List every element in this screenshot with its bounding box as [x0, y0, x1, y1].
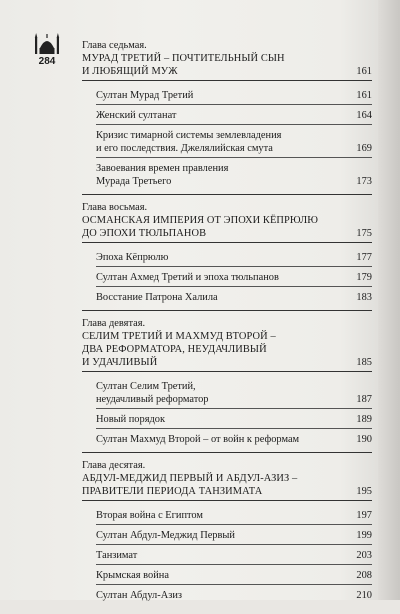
toc-entry-page-number: 183	[356, 292, 372, 303]
toc-entry-title	[96, 589, 350, 602]
toc-entry[interactable]	[96, 585, 372, 604]
toc-entry-line: Крымская война	[96, 570, 169, 581]
toc-entry-line: и его последствия. Джелялийская смута	[96, 143, 273, 154]
toc-entry-page-number: 210	[356, 590, 372, 601]
toc-entry-page-number: 179	[356, 272, 372, 283]
toc-entry-line: Кризис тимарной системы землевладения	[96, 130, 282, 141]
mosque-icon	[32, 32, 62, 54]
chapter-title-line: СЕЛИМ ТРЕТИЙ И МАХМУД ВТОРОЙ –	[82, 331, 276, 342]
toc-entry-title	[96, 251, 350, 264]
toc-entry[interactable]	[96, 429, 372, 448]
toc-entry-line: Завоевания времен правления	[96, 163, 229, 174]
toc-entry-page-number: 164	[356, 110, 372, 121]
section-list	[82, 376, 372, 448]
chapter-label: Глава восьмая.	[82, 202, 148, 213]
toc-entry-line: Султан Селим Третий,	[96, 381, 196, 392]
toc-entry-line: Султан Абдул-Азиз	[96, 590, 182, 601]
chapter-title-line: И УДАЧЛИВЫЙ	[82, 357, 158, 368]
toc-entry-page-number: 161	[356, 90, 372, 101]
chapter-title-row[interactable]	[82, 52, 372, 81]
chapter-title	[82, 330, 350, 369]
chapter-title-line: ОСМАНСКАЯ ИМПЕРИЯ ОТ ЭПОХИ КЁПРЮЛЮ	[82, 215, 319, 226]
chapter-title-line: ДВА РЕФОРМАТОРА, НЕУДАЧЛИВЫЙ	[82, 344, 267, 355]
toc-entry-title	[96, 291, 350, 304]
toc-entry-page-number: 208	[356, 570, 372, 581]
toc-entry-title	[96, 162, 350, 188]
chapter-section	[82, 201, 372, 311]
toc-entry-line: Султан Ахмед Третий и эпоха тюльпанов	[96, 272, 279, 283]
toc-entry-line: Танзимат	[96, 550, 138, 561]
chapter-section	[82, 459, 372, 608]
toc-entry-page-number: 203	[356, 550, 372, 561]
chapter-title-row[interactable]	[82, 472, 372, 501]
chapter-label: Глава десятая.	[82, 460, 146, 471]
toc-entry[interactable]	[96, 505, 372, 525]
toc-entry-title	[96, 109, 350, 122]
chapter-section	[82, 39, 372, 195]
toc-entry-page-number: 187	[356, 394, 372, 405]
chapter-title	[82, 214, 350, 240]
chapter-page-number: 175	[356, 228, 372, 239]
toc-entry-title	[96, 413, 350, 426]
toc-entry-line: Вторая война с Египтом	[96, 510, 203, 521]
toc-entry-line: Султан Махмуд Второй – от войн к реформам	[96, 434, 300, 445]
chapter-title-row[interactable]	[82, 214, 372, 243]
toc-entry-line: Женский султанат	[96, 110, 177, 121]
toc-entry[interactable]	[96, 409, 372, 429]
toc-entry-title	[96, 433, 350, 446]
chapter-title-line: АБДУЛ-МЕДЖИД ПЕРВЫЙ И АБДУЛ-АЗИЗ –	[82, 473, 298, 484]
toc-entry[interactable]	[96, 287, 372, 306]
toc-entry[interactable]	[96, 85, 372, 105]
toc-entry[interactable]	[96, 376, 372, 409]
toc-entry[interactable]	[96, 267, 372, 287]
toc-entry[interactable]	[96, 565, 372, 585]
toc-entry-page-number: 189	[356, 414, 372, 425]
toc-entry-line: Султан Абдул-Меджид Первый	[96, 530, 235, 541]
toc-entry-title	[96, 509, 350, 522]
toc-entry-page-number: 190	[356, 434, 372, 445]
toc-entry-title	[96, 549, 350, 562]
chapter-title-line: И ЛЮБЯЩИЙ МУЖ	[82, 66, 178, 77]
toc-entry[interactable]	[96, 125, 372, 158]
toc-entry-title	[96, 129, 350, 155]
toc-entry-line: Новый порядок	[96, 414, 166, 425]
toc-entry-page-number: 173	[356, 176, 372, 187]
toc-entry-line: Эпоха Кёпрюлю	[96, 252, 169, 263]
chapter-label: Глава седьмая.	[82, 40, 147, 51]
chapter-section	[82, 317, 372, 453]
toc-entry[interactable]	[96, 525, 372, 545]
toc-entry-page-number: 177	[356, 252, 372, 263]
toc-entry-page-number: 169	[356, 143, 372, 154]
toc-entry[interactable]	[96, 105, 372, 125]
chapter-page-number: 161	[356, 66, 372, 77]
toc-entry-line: неудачливый реформатор	[96, 394, 209, 405]
chapter-title	[82, 472, 350, 498]
page-number: 284	[38, 56, 56, 67]
toc-entry-title	[96, 569, 350, 582]
margin-ornament	[30, 32, 64, 67]
toc-entry[interactable]	[96, 158, 372, 190]
book-spine-shadow	[378, 0, 400, 600]
table-of-contents	[82, 33, 372, 614]
chapter-title-row[interactable]	[82, 330, 372, 372]
chapter-title	[82, 52, 350, 78]
toc-entry-title	[96, 380, 350, 406]
toc-entry-line: Султан Мурад Третий	[96, 90, 194, 101]
chapter-page-number: 195	[356, 486, 372, 497]
chapter-page-number: 185	[356, 357, 372, 368]
section-list	[82, 505, 372, 604]
toc-entry-page-number: 197	[356, 510, 372, 521]
toc-entry-title	[96, 89, 350, 102]
chapter-title-line: МУРАД ТРЕТИЙ – ПОЧТИТЕЛЬНЫЙ СЫН	[82, 53, 285, 64]
chapter-title-line: ДО ЭПОХИ ТЮЛЬПАНОВ	[82, 228, 207, 239]
section-list	[82, 85, 372, 190]
toc-entry-title	[96, 271, 350, 284]
chapter-label: Глава девятая.	[82, 318, 146, 329]
toc-entry[interactable]	[96, 545, 372, 565]
toc-entry[interactable]	[96, 247, 372, 267]
chapter-title-line: ПРАВИТЕЛИ ПЕРИОДА ТАНЗИМАТА	[82, 486, 263, 497]
section-list	[82, 247, 372, 306]
toc-entry-line: Восстание Патрона Халила	[96, 292, 218, 303]
toc-entry-title	[96, 529, 350, 542]
toc-entry-page-number: 199	[356, 530, 372, 541]
toc-entry-line: Мурада Третьего	[96, 176, 172, 187]
